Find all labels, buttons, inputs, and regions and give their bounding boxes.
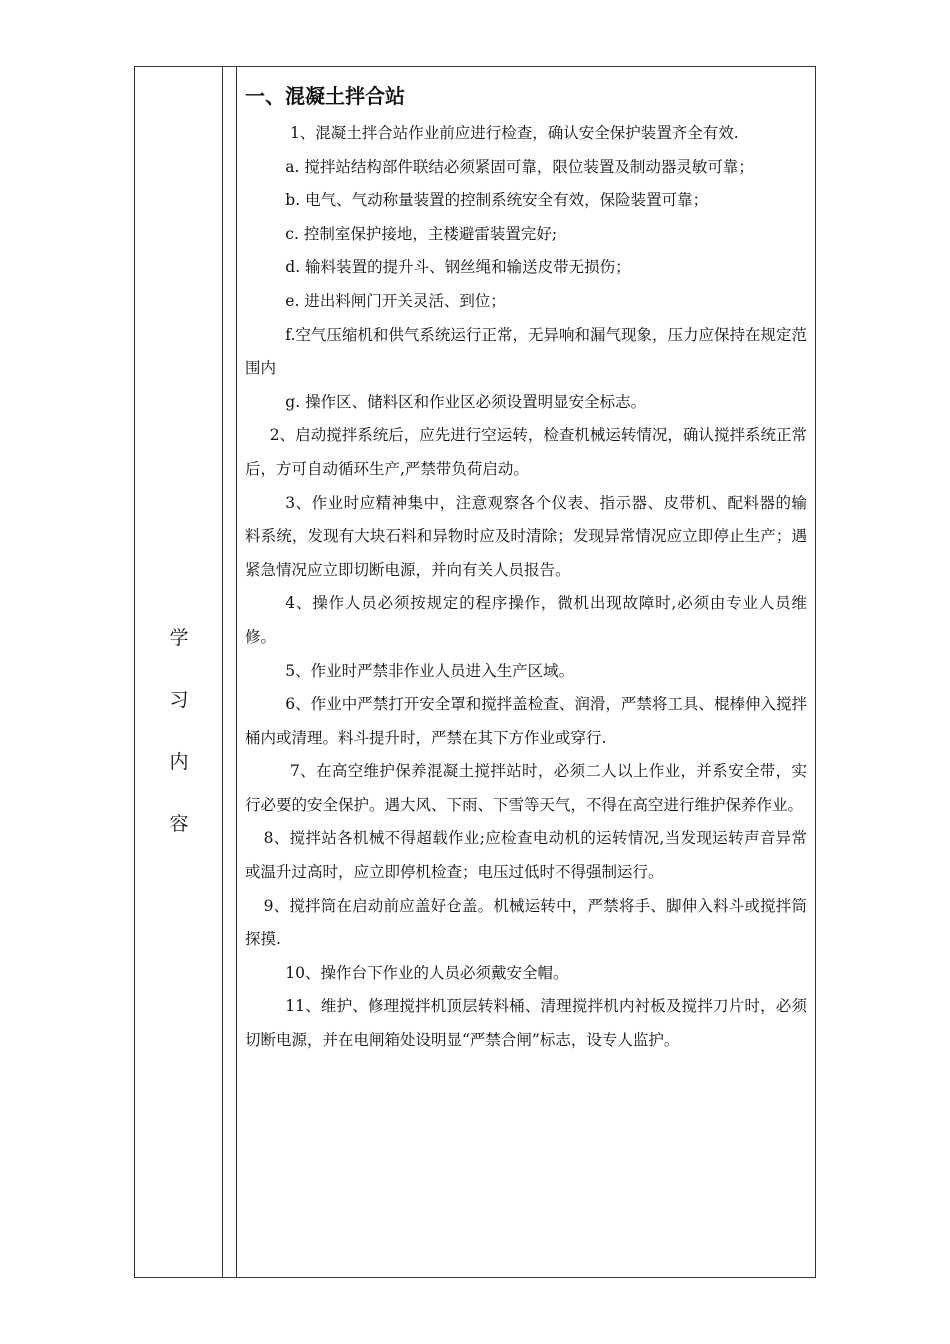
paragraph-1e: e. 进出料闸门开关灵活、到位； xyxy=(285,291,506,310)
content-table xyxy=(134,66,823,1278)
label-column xyxy=(135,67,223,1277)
paragraph-1a: a. 搅拌站结构部件联结必须紧固可靠，限位装置及制动器灵敏可靠； xyxy=(285,157,754,176)
paragraph-1f: f.空气压缩机和供气系统运行正常，无异响和漏气现象，压力应保持在规定范围内 xyxy=(245,325,807,378)
paragraph-2: 2、启动搅拌系统后，应先进行空运转，检查机械运转情况，确认搅拌系统正常后，方可自动循环生产,严禁带负荷启动。 xyxy=(245,426,807,478)
paragraph-1: 1、混凝土拌合站作业前应进行检查，确认安全保护装置齐全有效. xyxy=(289,124,739,142)
paragraph-8: 8、搅拌站各机械不得超载作业;应检查电动机的运转情况,当发现运转声音异常或温升过高时，应立即停机检查；电压过低时不得强制运行。 xyxy=(245,829,807,882)
section-title: 一、混凝土拌合站 xyxy=(245,84,405,108)
side-label-char-3: 内 xyxy=(169,751,189,773)
paragraph-5: 5、作业时严禁非作业人员进入生产区域。 xyxy=(285,661,575,680)
paragraph-1c: c. 控制室保护接地，主楼避雷装置完好; xyxy=(285,224,558,243)
paragraph-1b: b. 电气、气动称量装置的控制系统安全有效，保险装置可靠； xyxy=(285,191,709,210)
paragraph-6: 6、作业中严禁打开安全罩和搅拌盖检查、润滑，严禁将工具、棍棒伸入搅拌桶内或清理。料斗提升时，严禁在其下方作业或穿行. xyxy=(245,695,807,747)
paragraph-10: 10、操作台下作业的人员必须戴安全帽。 xyxy=(285,963,569,982)
side-label-char-1: 学 xyxy=(169,627,189,649)
paragraph-4: 4、操作人员必须按规定的程序操作，微机出现故障时,必须由专业人员维修。 xyxy=(245,594,807,646)
paragraph-9: 9、搅拌筒在启动前应盖好仓盖。机械运转中，严禁将手、脚伸入料斗或搅拌筒探摸. xyxy=(245,896,807,949)
paragraph-7: 7、在高空维护保养混凝土搅拌站时，必须二人以上作业，并系安全带，实行必要的安全保护。遇大风、下雨、下雪等天气，不得在高空进行维护保养作业。 xyxy=(245,762,807,814)
paragraph-11: 11、维护、修理搅拌机顶层转料桶、清理搅拌机内衬板及搅拌刀片时，必须切断电源，并在电闸箱处设明显“严禁合闸”标志，设专人监护。 xyxy=(245,997,807,1050)
spacer-column xyxy=(223,67,237,1277)
side-label-char-2: 习 xyxy=(169,689,189,711)
paragraph-1d: d. 输料装置的提升斗、钢丝绳和输送皮带无损伤； xyxy=(285,258,631,277)
paragraph-1g: g. 操作区、储料区和作业区必须设置明显安全标志。 xyxy=(285,392,647,411)
side-label-char-4: 容 xyxy=(169,813,189,835)
paragraph-3: 3、作业时应精神集中，注意观察各个仪表、指示器、皮带机、配料器的输 料系统，发现有大块石料和异物时应及时清除；发现异常情况应立即停止生产；遇紧急情况应立即切断电源，并向有关人员报告。 xyxy=(245,493,823,579)
content-cell xyxy=(245,81,823,1058)
